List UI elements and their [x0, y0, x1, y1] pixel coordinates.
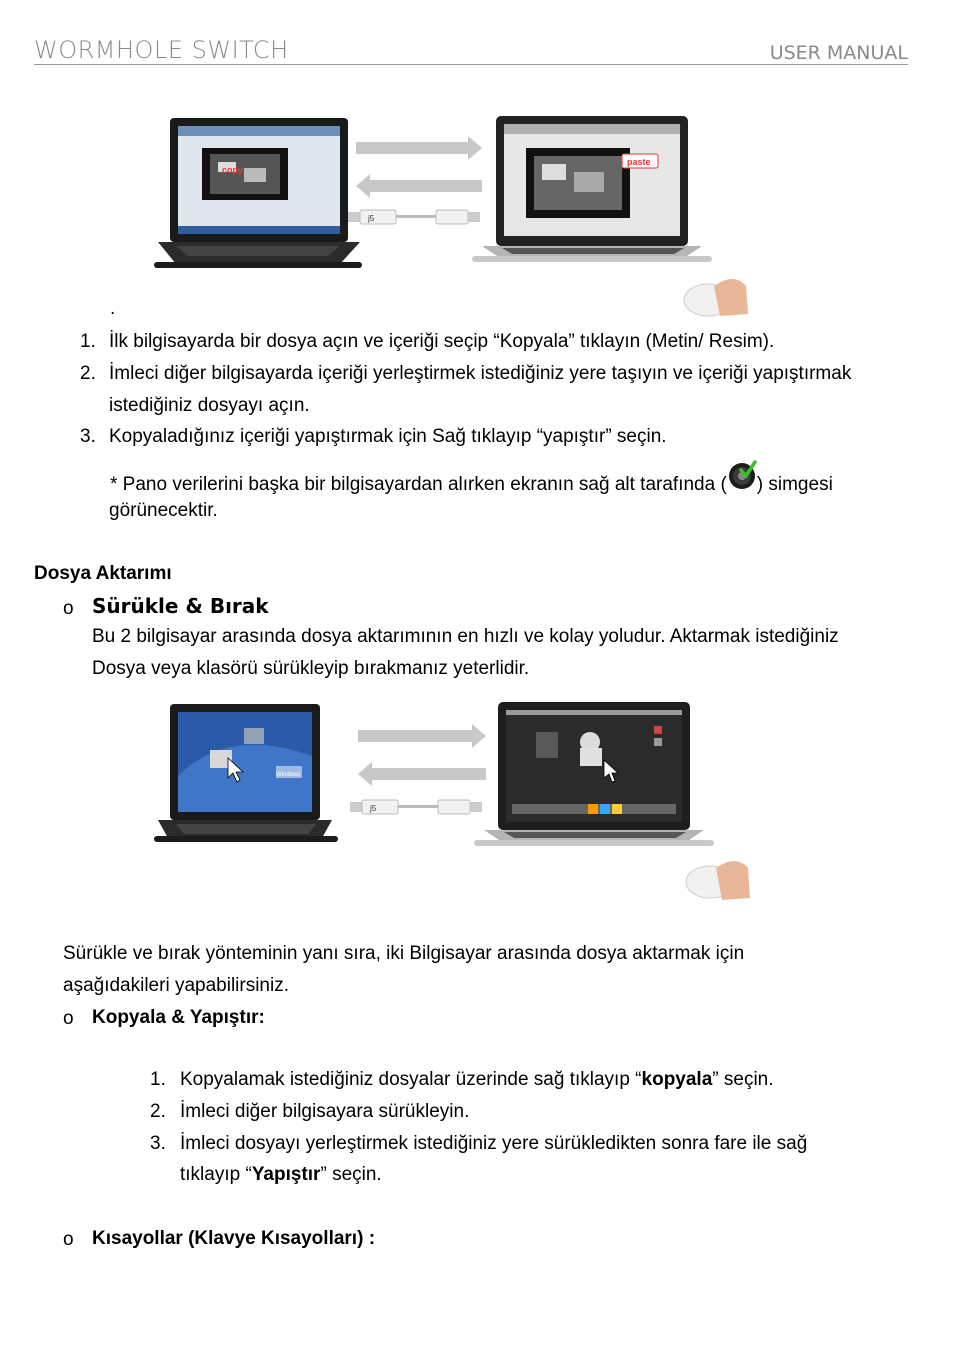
- step2-number: 2.: [80, 363, 96, 384]
- transfer-arrows: [356, 136, 482, 198]
- copy-step1-after: ” seçin.: [712, 1069, 774, 1090]
- transfer-arrows-2: [358, 724, 486, 786]
- copy-paste-figure: [118, 96, 750, 320]
- note-line2: görünecektir.: [109, 500, 218, 521]
- stray-dot: .: [110, 298, 116, 319]
- mac-laptop: [474, 702, 714, 846]
- shortcuts-title: Kısayollar (Klavye Kısayolları) :: [92, 1228, 376, 1249]
- note-line1: [110, 466, 833, 498]
- clipboard-sync-icon: [727, 466, 757, 492]
- copy-step3-line2: [180, 1162, 382, 1188]
- copy-step2-text: İmleci diğer bilgisayara sürükleyin.: [180, 1101, 470, 1122]
- step2-line1: İmleci diğer bilgisayarda içeriği yerleştirmek istediğiniz yere taşıyın ve içeriği yapıştırmak: [109, 363, 852, 384]
- intro-line1: Sürükle ve bırak yönteminin yanı sıra, iki Bilgisayar arasında dosya aktarmak için: [63, 943, 745, 964]
- section-title: Dosya Aktarımı: [34, 563, 172, 584]
- step2-line2: istediğiniz dosyayı açın.: [109, 395, 310, 416]
- note-before: * Pano verilerini başka bir bilgisayardan alırken ekranın sağ alt tarafında (: [110, 474, 727, 495]
- copy-step1-text: [180, 1067, 774, 1093]
- bullet-drag: o: [63, 598, 74, 619]
- step3-text: Kopyaladığınız içeriği yapıştırmak için Sağ tıklayıp “yapıştır” seçin.: [109, 426, 667, 447]
- usb-brand-label-2: j5: [370, 804, 377, 813]
- header-subtitle: USER MANUAL: [769, 42, 908, 64]
- intro-line2: aşağıdakileri yapabilirsiniz.: [63, 975, 289, 996]
- bullet-shortcuts: o: [63, 1229, 74, 1250]
- right-laptop: [472, 116, 712, 262]
- left-laptop: [154, 118, 362, 268]
- copy-step3-number: 3.: [150, 1133, 166, 1154]
- header-title: WORMHOLE SWITCH: [34, 36, 289, 64]
- copy-step2-number: 2.: [150, 1101, 166, 1122]
- copy-step3-before: tıklayıp “: [180, 1164, 252, 1185]
- header-rule: [34, 64, 908, 65]
- copy-step1-number: 1.: [150, 1069, 166, 1090]
- step1-text: İlk bilgisayarda bir dosya açın ve içeriği seçip “Kopyala” tıklayın (Metin/ Resim).: [109, 331, 775, 352]
- note-after: ) simgesi: [756, 474, 833, 495]
- drag-line2: Dosya veya klasörü sürükleyip bırakmanız yeterlidir.: [92, 658, 530, 679]
- copy-paste-title: Kopyala & Yapıştır:: [92, 1007, 265, 1028]
- copy-step3-line1: İmleci dosyayı yerleştirmek istediğiniz yere sürükledikten sonra fare ile sağ: [180, 1133, 808, 1154]
- drag-title: Sürükle & Bırak: [92, 594, 269, 618]
- copy-label: copy: [222, 165, 244, 175]
- step1-number: 1.: [80, 331, 96, 352]
- step3-number: 3.: [80, 426, 96, 447]
- windows-label: Windows: [276, 772, 301, 778]
- windows-laptop: [154, 704, 338, 842]
- drag-drop-figure: [118, 686, 752, 908]
- paste-label: paste: [627, 157, 651, 167]
- usb-brand-label: j5: [368, 214, 375, 223]
- copy-step1-before: Kopyalamak istediğiniz dosyalar üzerinde sağ tıklayıp “: [180, 1069, 642, 1090]
- bullet-copy-paste: o: [63, 1008, 74, 1029]
- copy-step1-bold: kopyala: [641, 1069, 713, 1090]
- mouse-hand: [684, 279, 748, 316]
- copy-step3-after: ” seçin.: [320, 1164, 382, 1185]
- copy-step3-bold: Yapıştır: [251, 1164, 321, 1185]
- drag-line1: Bu 2 bilgisayar arasında dosya aktarımının en hızlı ve kolay yoludur. Aktarmak istediğiniz: [92, 626, 839, 647]
- mouse-hand-2: [686, 861, 750, 900]
